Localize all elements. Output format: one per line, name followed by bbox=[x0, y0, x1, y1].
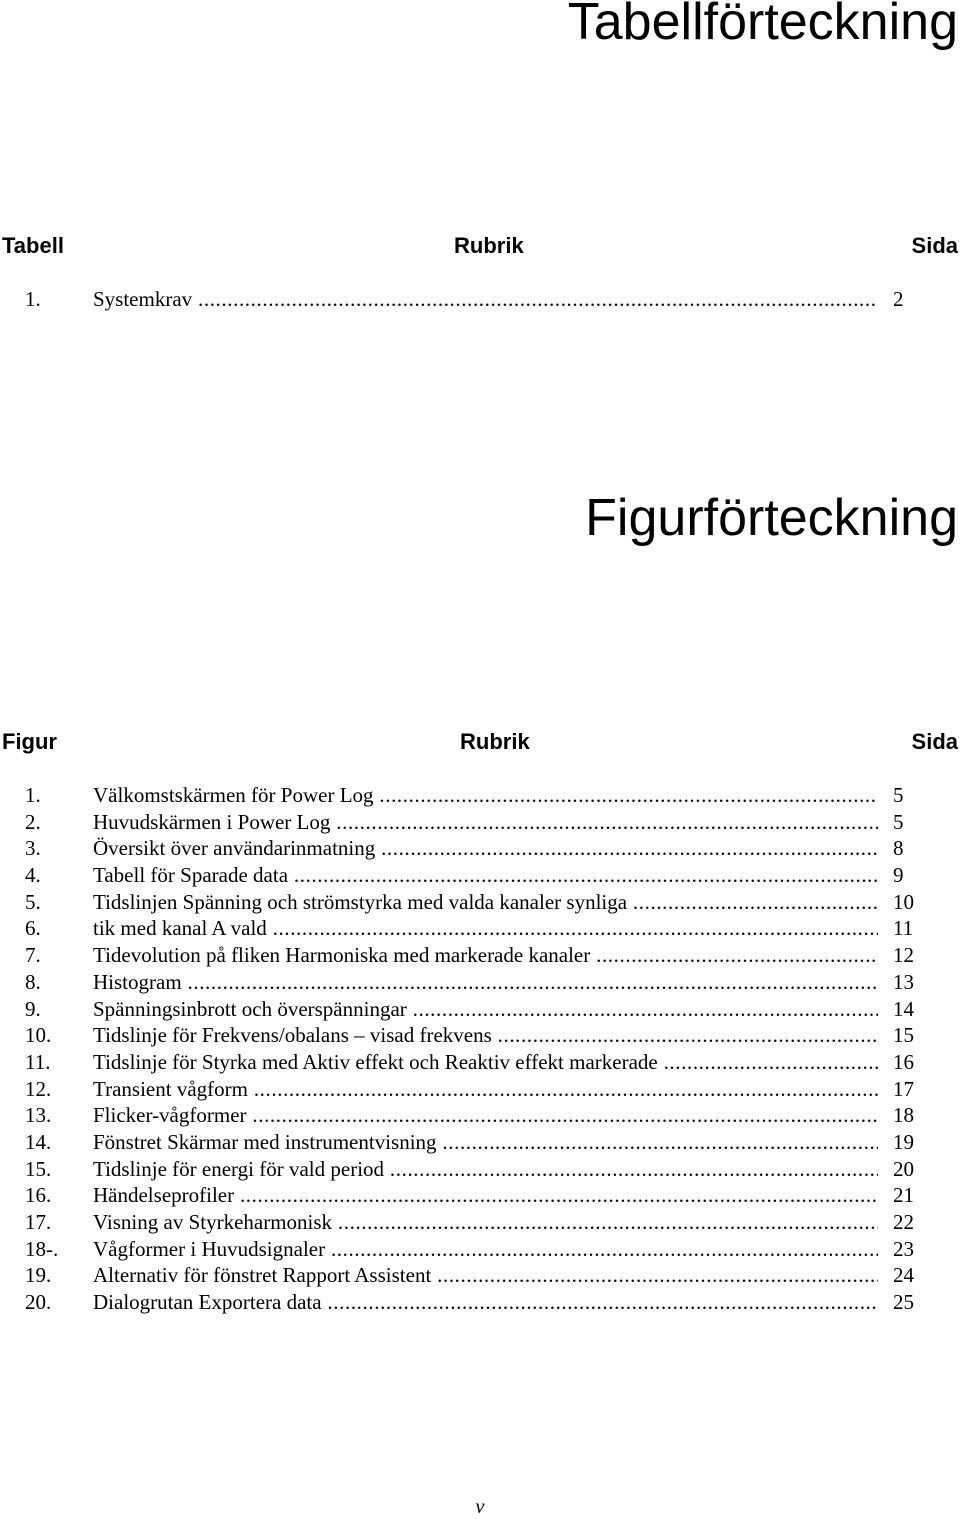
tables-header-page: Sida bbox=[911, 233, 958, 258]
toc-entry-number: 7. bbox=[25, 943, 41, 968]
toc-entry-number: 13. bbox=[25, 1103, 52, 1128]
figures-column-header bbox=[0, 727, 960, 757]
toc-entry[interactable] bbox=[0, 1102, 960, 1129]
toc-entry-number: 6. bbox=[25, 916, 41, 941]
tables-header-title: Rubrik bbox=[454, 233, 524, 258]
toc-entry[interactable] bbox=[0, 889, 960, 916]
toc-entry[interactable] bbox=[0, 835, 960, 862]
toc-entry[interactable] bbox=[0, 915, 960, 942]
toc-entry-number: 11. bbox=[25, 1049, 51, 1074]
toc-entry-title: Översikt över användarinmatning ..... bbox=[93, 835, 878, 862]
toc-entry-page: 16 bbox=[893, 1049, 914, 1074]
toc-entry-title: tik med kanal A vald ..... bbox=[93, 915, 878, 942]
toc-entry-page: 11 bbox=[893, 916, 914, 941]
toc-entry[interactable] bbox=[0, 1182, 960, 1209]
toc-entry-title: Dialogrutan Exportera data ..... bbox=[93, 1289, 878, 1316]
toc-entry-number: 9. bbox=[25, 996, 41, 1021]
toc-entry-number: 15. bbox=[25, 1156, 52, 1181]
toc-entry[interactable] bbox=[0, 1236, 960, 1263]
tables-column-header bbox=[0, 231, 960, 261]
toc-entry-page: 19 bbox=[893, 1129, 914, 1154]
toc-entry-title: Tidevolution på fliken Harmoniska med markerade kanaler ..... bbox=[93, 942, 878, 969]
toc-entry-title: Spänningsinbrott och överspänningar ..... bbox=[93, 996, 878, 1023]
figures-section-heading: Figurförteckning bbox=[585, 489, 958, 547]
toc-entry-page: 21 bbox=[893, 1183, 914, 1208]
toc-entry[interactable] bbox=[0, 942, 960, 969]
toc-entry-number: 5. bbox=[25, 889, 41, 914]
toc-entry-page: 17 bbox=[893, 1076, 914, 1101]
toc-entry-title: Visning av Styrkeharmonisk ..... bbox=[93, 1209, 878, 1236]
toc-entry-title: Tidslinje för energi för vald period ..... bbox=[93, 1156, 878, 1183]
toc-entry-page: 25 bbox=[893, 1290, 914, 1315]
toc-entry[interactable] bbox=[0, 1289, 960, 1316]
figures-header-page: Sida bbox=[911, 729, 958, 754]
toc-entry-page: 10 bbox=[893, 889, 914, 914]
toc-entry-number: 17. bbox=[25, 1210, 52, 1234]
tables-list bbox=[0, 286, 960, 313]
page-number: v bbox=[475, 1496, 485, 1518]
toc-entry-title: Systemkrav ..... bbox=[93, 286, 878, 313]
toc-entry[interactable] bbox=[0, 1156, 960, 1183]
toc-entry-title: Vågformer i Huvudsignaler ..... bbox=[93, 1236, 878, 1263]
toc-entry-page: 9 bbox=[893, 863, 904, 888]
toc-entry-title: Tidslinje för Styrka med Aktiv effekt och Reaktiv effekt markerade ..... bbox=[93, 1049, 878, 1076]
toc-entry-page: 23 bbox=[893, 1236, 914, 1261]
figures-header-title: Rubrik bbox=[460, 729, 530, 754]
toc-entry-page: 5 bbox=[893, 783, 904, 807]
toc-entry[interactable] bbox=[0, 1022, 960, 1049]
toc-entry-number: 3. bbox=[25, 836, 41, 861]
toc-entry-page: 2 bbox=[893, 287, 904, 311]
toc-entry[interactable] bbox=[0, 782, 960, 809]
toc-entry-title: Transient vågform ..... bbox=[93, 1076, 878, 1103]
toc-entry-title: Tabell för Sparade data ..... bbox=[93, 862, 878, 889]
toc-entry-page: 20 bbox=[893, 1156, 914, 1181]
toc-entry[interactable] bbox=[0, 1049, 960, 1076]
toc-entry[interactable] bbox=[0, 1262, 960, 1289]
toc-entry-page: 22 bbox=[893, 1210, 914, 1234]
toc-entry-title: Välkomstskärmen för Power Log ..... bbox=[93, 782, 878, 809]
toc-entry[interactable] bbox=[0, 1076, 960, 1103]
toc-entry-page: 15 bbox=[893, 1023, 914, 1048]
toc-entry[interactable] bbox=[0, 1209, 960, 1236]
toc-entry-number: 2. bbox=[25, 809, 41, 834]
toc-entry[interactable] bbox=[0, 969, 960, 996]
toc-entry-number: 12. bbox=[25, 1076, 52, 1101]
toc-entry-number: 1. bbox=[25, 287, 41, 311]
toc-entry-title: Huvudskärmen i Power Log ..... bbox=[93, 809, 878, 836]
tables-section-heading: Tabellförteckning bbox=[567, 0, 958, 51]
toc-entry-number: 1. bbox=[25, 783, 41, 807]
toc-entry[interactable] bbox=[0, 862, 960, 889]
toc-entry[interactable] bbox=[0, 286, 960, 313]
toc-entry-title: Tidslinjen Spänning och strömstyrka med valda kanaler synliga ..... bbox=[93, 889, 878, 916]
toc-entry-page: 14 bbox=[893, 996, 914, 1021]
toc-entry-number: 4. bbox=[25, 863, 41, 888]
figures-header-number: Figur bbox=[2, 729, 57, 754]
toc-entry[interactable] bbox=[0, 809, 960, 836]
toc-entry-number: 8. bbox=[25, 969, 41, 994]
toc-entry-number: 10. bbox=[25, 1023, 52, 1048]
toc-entry-title: Tidslinje för Frekvens/obalans – visad frekvens ..... bbox=[93, 1022, 878, 1049]
toc-entry-title: Flicker-vågformer ..... bbox=[93, 1102, 878, 1129]
toc-entry-number: 18-. bbox=[25, 1236, 59, 1261]
tables-header-number: Tabell bbox=[2, 233, 64, 258]
toc-entry-number: 16. bbox=[25, 1183, 52, 1208]
toc-entry-title: Fönstret Skärmar med instrumentvisning ..... bbox=[93, 1129, 878, 1156]
toc-entry[interactable] bbox=[0, 996, 960, 1023]
toc-entry-title: Händelseprofiler ..... bbox=[93, 1182, 878, 1209]
toc-entry-page: 24 bbox=[893, 1263, 914, 1288]
toc-entry-number: 19. bbox=[25, 1263, 52, 1288]
toc-entry-page: 5 bbox=[893, 809, 904, 834]
toc-entry-page: 18 bbox=[893, 1103, 914, 1128]
toc-entry-page: 13 bbox=[893, 969, 914, 994]
toc-entry[interactable] bbox=[0, 1129, 960, 1156]
toc-entry-number: 14. bbox=[25, 1129, 52, 1154]
toc-entry-title: Alternativ för fönstret Rapport Assistent ..... bbox=[93, 1262, 878, 1289]
toc-entry-page: 8 bbox=[893, 836, 904, 861]
figures-list bbox=[0, 782, 960, 1316]
toc-entry-page: 12 bbox=[893, 943, 914, 968]
toc-entry-title: Histogram ..... bbox=[93, 969, 878, 996]
toc-entry-number: 20. bbox=[25, 1290, 52, 1315]
